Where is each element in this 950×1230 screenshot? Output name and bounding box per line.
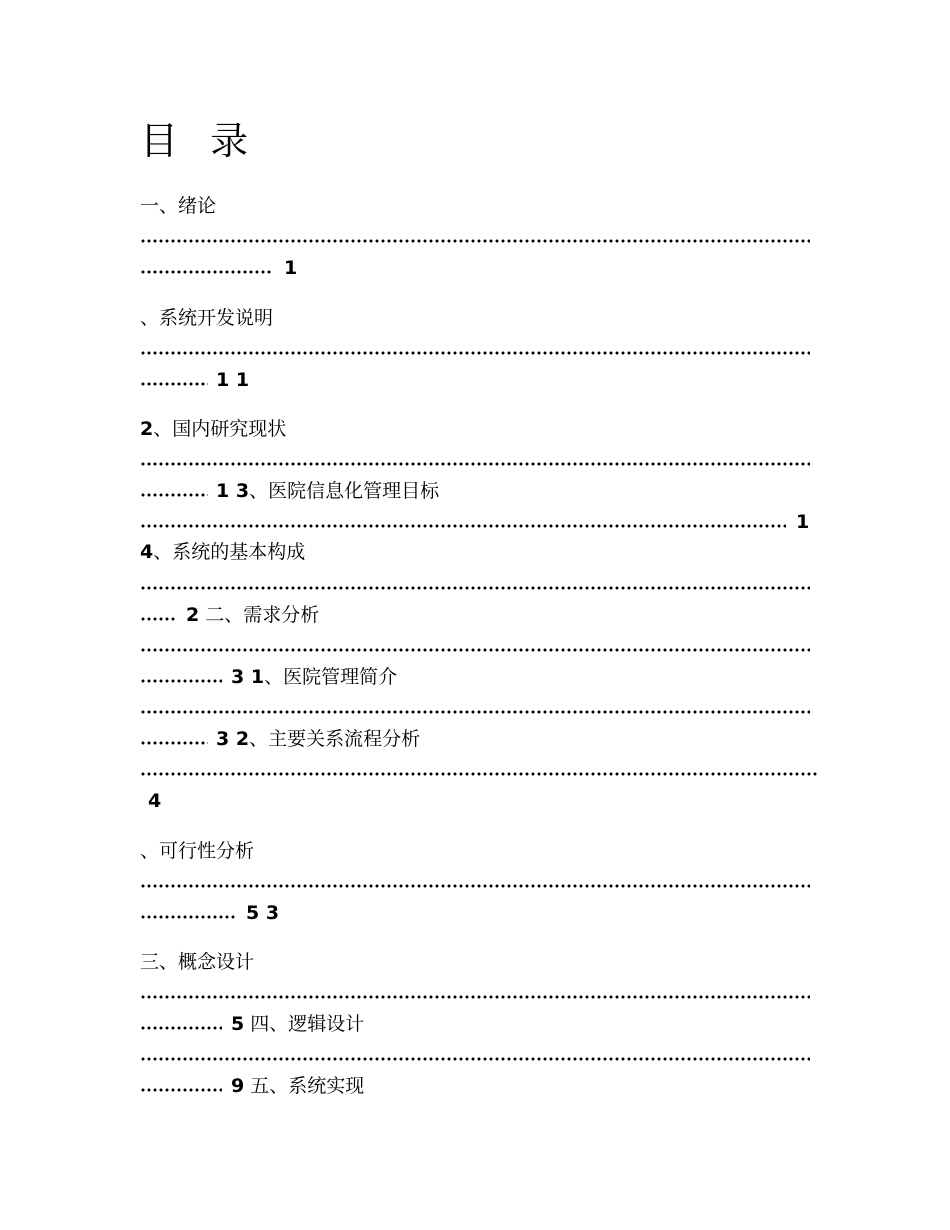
toc-page-number: 4 <box>148 790 162 812</box>
toc-page-number: 5 3 <box>246 902 280 924</box>
toc-entry-label: 二、需求分析 <box>205 604 320 626</box>
toc-entry-label: 、可行性分析 <box>140 840 255 862</box>
toc-entry-label: 、系统的基本构成 <box>153 541 306 563</box>
toc-entry-label: 、主要关系流程分析 <box>249 728 421 750</box>
toc-entry-label: 、国内研究现状 <box>153 418 287 440</box>
toc-page-number: 3 2 <box>216 728 250 750</box>
toc-page-number: 1 <box>284 257 298 279</box>
toc-page-number: 1 <box>796 511 810 533</box>
dot-leader <box>140 616 176 622</box>
dot-leader <box>140 1025 222 1031</box>
toc-entry <box>231 668 397 687</box>
dot-leader <box>140 492 208 498</box>
toc-entry-label: 三、概念设计 <box>140 951 255 973</box>
dot-leader <box>140 740 208 746</box>
toc-entry-label: 一、绪论 <box>140 195 217 217</box>
dot-leader <box>140 381 208 387</box>
toc-entry <box>140 420 286 439</box>
dot-leader <box>140 269 272 275</box>
toc-entry-label: 、医院管理简介 <box>264 666 398 688</box>
toc-entry <box>140 543 305 562</box>
dot-leader <box>140 1087 222 1093</box>
toc-page-number: 3 1 <box>231 666 265 688</box>
toc-page-number: 5 <box>231 1013 245 1035</box>
toc-page-number: 2 <box>186 604 200 626</box>
dot-leader <box>140 350 810 356</box>
dot-leader <box>140 461 810 467</box>
toc-entry-label: 、医院信息化管理目标 <box>249 480 440 502</box>
toc-entry <box>231 1077 364 1096</box>
toc-page-number: 1 1 <box>216 369 250 391</box>
toc-entry <box>186 606 319 625</box>
dot-leader <box>140 523 786 529</box>
toc-entry-label: 、系统开发说明 <box>140 307 274 329</box>
dot-leader <box>140 883 810 889</box>
dot-leader <box>140 771 818 777</box>
toc-page-number: 1 3 <box>216 480 250 502</box>
dot-leader <box>140 709 810 715</box>
dot-leader <box>140 585 810 591</box>
toc-entry-number: 4 <box>140 541 154 563</box>
dot-leader <box>140 1056 810 1062</box>
toc-entry <box>216 730 420 749</box>
toc-entry <box>231 1015 364 1034</box>
toc-entry-label: 四、逻辑设计 <box>250 1013 365 1035</box>
page-title: 目 录 <box>140 119 259 163</box>
dot-leader <box>140 914 236 920</box>
dot-leader <box>140 647 810 653</box>
dot-leader <box>140 678 222 684</box>
toc-entry-label: 五、系统实现 <box>250 1075 365 1097</box>
dot-leader <box>140 238 810 244</box>
toc-page-number: 9 <box>231 1075 245 1097</box>
toc-entry <box>216 482 439 501</box>
toc-entry-number: 2 <box>140 418 154 440</box>
dot-leader <box>140 994 810 1000</box>
